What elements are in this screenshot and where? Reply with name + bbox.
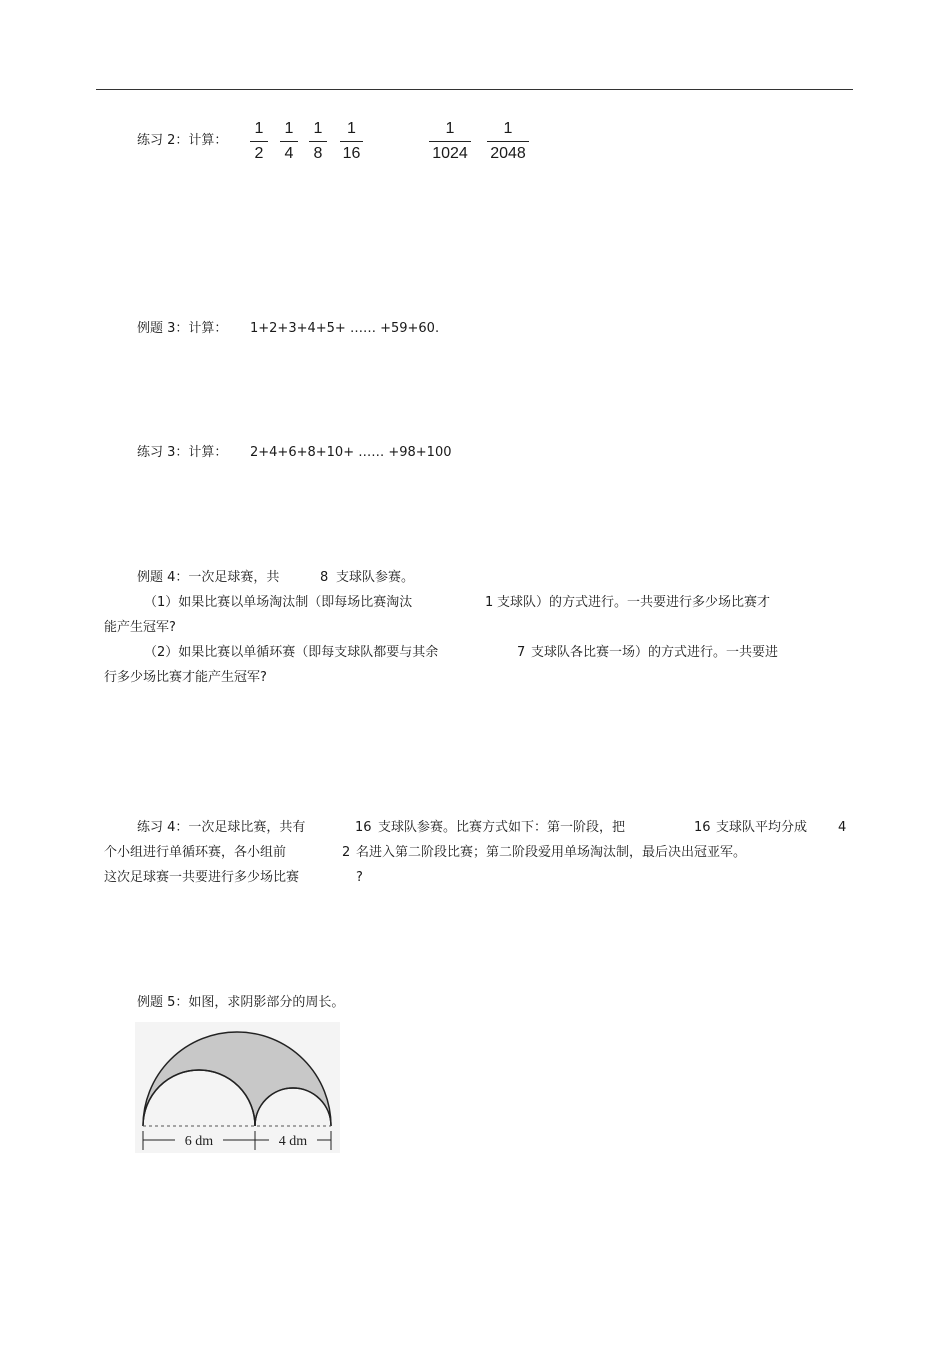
fraction-bar xyxy=(280,141,298,142)
practice4-part-c: 支球队平均分成 xyxy=(716,820,808,835)
practice4-part-a: 练习 4：一次足球比赛，共有 xyxy=(137,820,306,835)
example4-q1-number: 1 xyxy=(485,595,494,610)
practice3-expression: 2+4+6+8+10+ …… +98+100 xyxy=(250,445,452,460)
fraction-5 xyxy=(429,120,471,163)
practice2-label: 练习 2：计算： xyxy=(137,133,228,148)
example5-label: 例题 5：如图，求阴影部分的周长。 xyxy=(137,995,345,1010)
practice4-number-3: 4 xyxy=(838,820,847,835)
practice4-part-e: 名进入第二阶段比赛；第二阶段爱用单场淘汰制，最后决出冠亚军。 xyxy=(356,845,747,860)
example4-q2-part-c: 行多少场比赛才能产生冠军? xyxy=(104,670,267,685)
practice3-label: 练习 3：计算： xyxy=(137,445,228,460)
header-rule xyxy=(96,89,853,90)
fraction-denominator: 2048 xyxy=(490,145,526,162)
practice4-number-1: 16 xyxy=(355,820,372,835)
practice4-number-2: 16 xyxy=(694,820,711,835)
fraction-numerator: 1 xyxy=(445,120,455,137)
fraction-denominator: 16 xyxy=(342,145,361,162)
fraction-bar xyxy=(487,141,529,142)
fraction-bar xyxy=(340,141,363,142)
example4-q2-part-a: （2）如果比赛以单循环赛（即每支球队都要与其余 xyxy=(144,645,439,660)
fraction-3 xyxy=(309,120,327,163)
fraction-bar xyxy=(429,141,471,142)
semicircle-figure xyxy=(135,1022,340,1153)
example4-intro: 例题 4：一次足球赛，共 xyxy=(137,570,280,585)
fraction-bar xyxy=(309,141,327,142)
example3-expression: 1+2+3+4+5+ …… +59+60. xyxy=(250,321,440,336)
example4-q2-number: 7 xyxy=(517,645,526,660)
example4-intro-tail: 支球队参赛。 xyxy=(336,570,415,585)
example4-q1-part-c: 能产生冠军? xyxy=(104,620,176,635)
practice4-part-b: 支球队参赛。比赛方式如下：第一阶段，把 xyxy=(378,820,626,835)
fraction-numerator: 1 xyxy=(284,120,294,137)
practice4-part-d: 个小组进行单循环赛，各小组前 xyxy=(104,845,287,860)
fraction-6 xyxy=(487,120,529,163)
fraction-denominator: 4 xyxy=(284,145,294,162)
example3-label: 例题 3：计算： xyxy=(137,321,228,336)
fraction-numerator: 1 xyxy=(254,120,264,137)
practice4-question-mark: ? xyxy=(356,870,363,885)
example4-q2-part-b: 支球队各比赛一场）的方式进行。一共要进 xyxy=(531,645,779,660)
fraction-1 xyxy=(250,120,268,163)
example4-q1-part-a: （1）如果比赛以单场淘汰制（即每场比赛淘汰 xyxy=(144,595,413,610)
practice4-number-4: 2 xyxy=(342,845,351,860)
practice4-part-f: 这次足球赛一共要进行多少场比赛 xyxy=(104,870,300,885)
fraction-numerator: 1 xyxy=(347,120,356,137)
dimension-label-right: 4 dm xyxy=(278,1134,308,1149)
example4-q1-part-b: 支球队）的方式进行。一共要进行多少场比赛才 xyxy=(497,595,771,610)
fraction-denominator: 1024 xyxy=(432,145,468,162)
fraction-numerator: 1 xyxy=(503,120,513,137)
fraction-denominator: 2 xyxy=(254,145,264,162)
fraction-4 xyxy=(340,120,363,163)
fraction-denominator: 8 xyxy=(313,145,323,162)
fraction-numerator: 1 xyxy=(313,120,323,137)
dimension-label-left: 6 dm xyxy=(184,1134,214,1149)
fraction-bar xyxy=(250,141,268,142)
fraction-2 xyxy=(280,120,298,163)
example4-team-count: 8 xyxy=(320,570,329,585)
